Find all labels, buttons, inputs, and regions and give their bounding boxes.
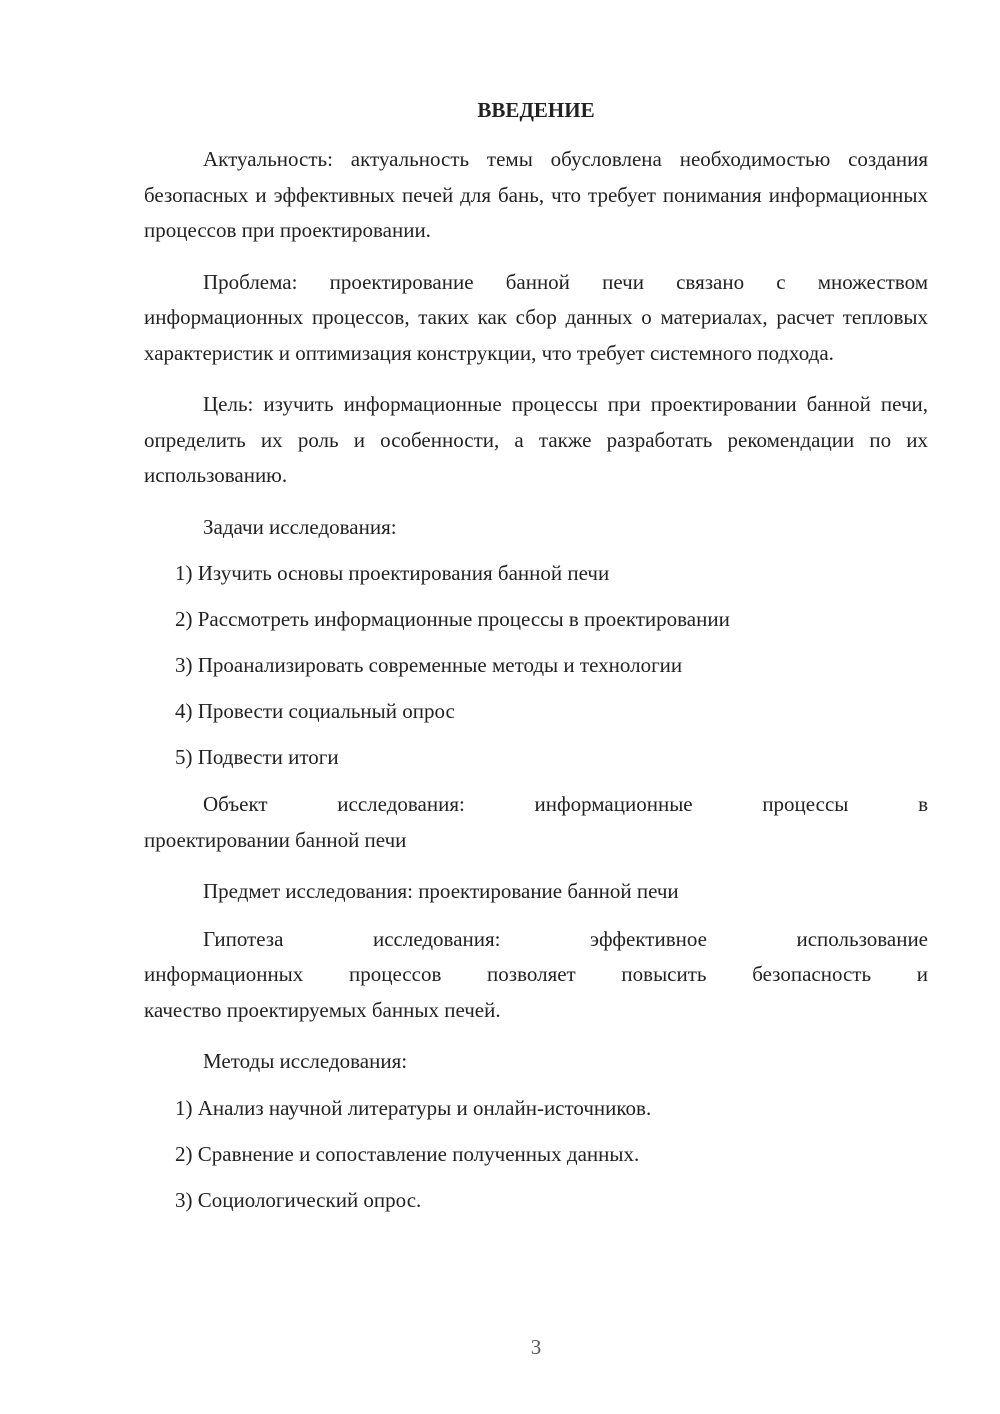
method-item: 1) Анализ научной литературы и онлайн-источников. [175, 1095, 652, 1120]
method-item: 3) Социологический опрос. [175, 1187, 422, 1212]
task-item: 5) Подвести итоги [175, 745, 339, 769]
object-line-2: проектировании банной печи [144, 827, 407, 852]
hypothesis-line-3: качество проектируемых банных печей. [144, 997, 501, 1022]
methods-heading: Методы исследования: [203, 1049, 408, 1073]
task-item: 2) Рассмотреть информационные процессы в проектировании [175, 607, 730, 631]
task-item: 1) Изучить основы проектирования банной печи [175, 561, 610, 585]
task-item: 3) Проанализировать современные методы и технологии [175, 653, 683, 677]
relevance-paragraph: Актуальность: актуальность темы обусловлена необходимостью создания безопасных и эффективных печей для бань, что требует понимания информационных процессов при проектировании. [144, 147, 928, 242]
method-item: 2) Сравнение и сопоставление полученных данных. [175, 1141, 640, 1166]
subject-paragraph: Предмет исследования: проектирование банной печи [203, 879, 679, 903]
tasks-heading: Задачи исследования: [203, 514, 397, 539]
problem-paragraph: Проблема: проектирование банной печи связано с множеством информационных процессов, таких как сбор данных о материалах, расчет тепловых характеристик и оптимизация конструкции, что требует системного подхода. [144, 269, 928, 365]
hypothesis-line-2: информационных процессов позволяет повысить безопасность и [144, 962, 928, 986]
task-item: 4) Провести социальный опрос [175, 699, 455, 723]
goal-paragraph: Цель: изучить информационные процессы при проектировании банной печи, определить их роль и особенности, а также разработать рекомендации по их использованию. [144, 392, 928, 487]
hypothesis-line-1: Гипотеза исследования: эффективное использование [203, 926, 928, 951]
object-line-1: Объект исследования: информационные процессы в [203, 792, 928, 816]
page-title: ВВЕДЕНИЕ [477, 98, 595, 122]
page-content [144, 92, 928, 1218]
page-number: 3 [530, 1335, 542, 1359]
